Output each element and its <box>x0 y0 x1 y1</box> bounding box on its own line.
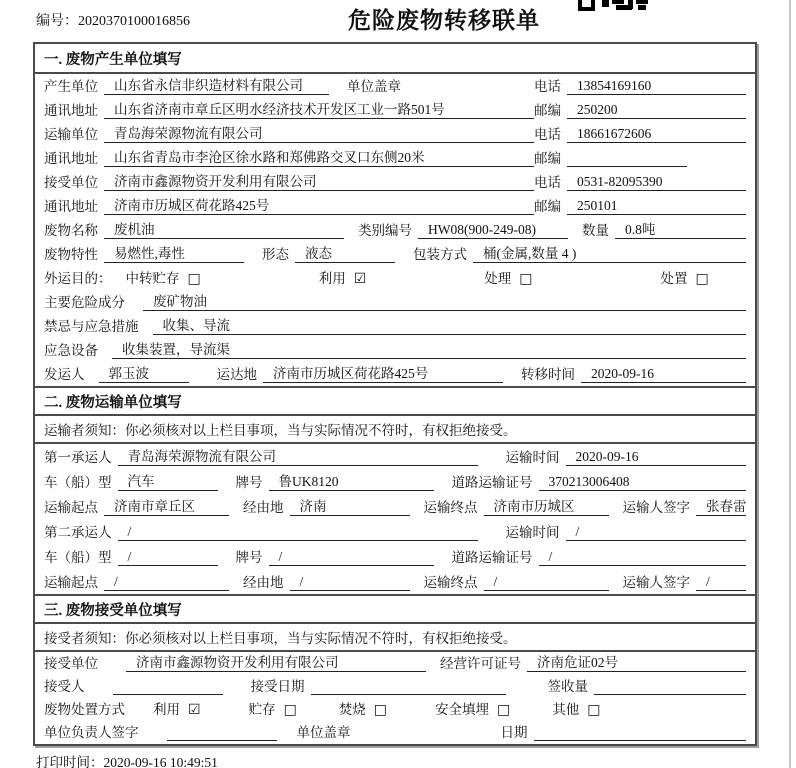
plate-label2: 牌号 <box>235 550 263 565</box>
disposal-option-landfill <box>435 698 510 718</box>
purpose-option-treat <box>484 267 532 287</box>
form-value: 液态 <box>295 242 395 263</box>
checkbox-dispose[interactable]: □ <box>695 271 709 287</box>
row-disposal-method <box>35 698 755 721</box>
disposal-option-store <box>249 698 297 718</box>
packing-label: 包装方式 <box>413 247 467 262</box>
producer-seal-label: 单位盖章 <box>347 79 401 94</box>
carrier2-origin-value: / <box>104 574 229 591</box>
checkbox-treat[interactable]: □ <box>519 271 533 287</box>
page-title: 危险废物转移联单 <box>348 8 540 33</box>
road-cert-label2: 道路运输证号 <box>451 550 533 565</box>
taboo-label: 禁忌与应急措施 <box>44 319 139 334</box>
disposal-option-utilize <box>153 698 201 718</box>
serial-label: 编号： <box>36 14 78 29</box>
qr-code-fragment <box>578 0 652 11</box>
via-label2: 经由地 <box>243 575 284 590</box>
transporter-label: 运输单位 <box>44 127 98 142</box>
receiver-value: 济南市鑫源物资开发利用有限公司 <box>104 170 534 191</box>
transfer-time-value: 2020-09-16 <box>581 366 746 383</box>
via-label: 经由地 <box>243 500 284 515</box>
row-carrier1-vehicle <box>35 469 755 494</box>
accept-unit-label: 接受单位 <box>44 656 98 671</box>
row-receiver <box>35 170 755 194</box>
leader-sign-value <box>167 724 277 741</box>
date-label: 日期 <box>500 725 528 740</box>
transporter-phone-label: 电话 <box>534 127 561 142</box>
print-time-value: 2020-09-16 10:49:51 <box>103 755 218 768</box>
row-carrier2-route <box>35 569 755 594</box>
purpose-transfer-storage-label: 中转贮存 <box>125 271 180 286</box>
section1-header: 一. 废物产生单位填写 <box>35 44 755 74</box>
disposal-option-other <box>552 698 600 718</box>
disposal-label: 废物处置方式 <box>44 702 125 717</box>
transporter-notice: 运输者须知：你必须核对以上栏目事项，当与实际情况不符时，有权拒绝接受。 <box>35 416 755 444</box>
row-receiver-address <box>35 194 755 218</box>
transporter-sign-label: 运输人签字 <box>622 500 690 515</box>
carrier2-plate-value: / <box>269 549 434 566</box>
receiver-addr-value: 济南市历城区荷花路425号 <box>104 194 534 215</box>
quantity-value: 0.8吨 <box>615 218 746 239</box>
checkbox-disposal-utilize-checked[interactable]: ☑ <box>188 702 201 718</box>
carrier1-label: 第一承运人 <box>44 450 112 465</box>
checkbox-disposal-incinerate[interactable]: □ <box>373 702 388 718</box>
origin-label: 运输起点 <box>44 500 98 515</box>
shipper-value: 郭玉波 <box>99 362 189 383</box>
producer-phone-label: 电话 <box>534 79 561 94</box>
carrier2-end-value: / <box>484 574 609 591</box>
carrier1-cert-value: 370213006408 <box>539 474 747 491</box>
producer-addr-value: 山东省济南市章丘区明水经济技术开发区工业一路501号 <box>104 98 534 119</box>
carrier1-plate-value: 鲁UK8120 <box>269 470 434 491</box>
carrier1-end-value: 济南市历城区 <box>484 495 609 516</box>
row-waste-name <box>35 218 755 242</box>
carrier2-value: / <box>118 524 478 541</box>
row-leader-sign <box>35 721 755 744</box>
transporter-phone-value: 18661672606 <box>567 126 746 143</box>
carrier2-sign-value: / <box>696 574 746 591</box>
checkbox-disposal-other[interactable]: □ <box>587 702 601 718</box>
producer-zip-value: 250200 <box>567 102 746 119</box>
print-time-label: 打印时间： <box>36 755 104 768</box>
purpose-dispose-label: 处置 <box>660 271 688 286</box>
plate-label: 牌号 <box>235 475 263 490</box>
transporter-addr-label: 通讯地址 <box>44 151 98 166</box>
category-value: HW08(900-249-08) <box>418 222 568 239</box>
carrier2-via-value: / <box>290 574 410 591</box>
transfer-time-label: 转移时间 <box>521 367 575 382</box>
section3-header: 三. 废物接受单位填写 <box>35 594 755 624</box>
transporter-zip-value <box>567 150 687 167</box>
receiver-zip-label: 邮编 <box>534 199 561 214</box>
receiver-zip-value: 250101 <box>567 198 746 215</box>
row-acceptor <box>35 675 755 698</box>
origin-label2: 运输起点 <box>44 575 98 590</box>
disposal-other-label: 其他 <box>552 702 580 717</box>
row-waste-character <box>35 242 755 266</box>
serial-value: 2020370100016856 <box>78 14 190 29</box>
license-label: 经营许可证号 <box>440 656 521 671</box>
disposal-option-incinerate <box>339 698 387 718</box>
character-label: 废物特性 <box>44 247 98 262</box>
hazard-value: 废矿物油 <box>143 290 746 311</box>
end-label: 运输终点 <box>423 500 478 515</box>
accept-date-label: 接受日期 <box>250 679 305 694</box>
destination-value: 济南市历城区荷花路425号 <box>263 362 503 383</box>
disposal-store-label: 贮存 <box>248 702 276 717</box>
purpose-label: 外运目的： <box>44 271 112 286</box>
row-transporter-address <box>35 146 755 170</box>
producer-label: 产生单位 <box>44 79 98 94</box>
accept-unit-value: 济南市鑫源物资开发利用有限公司 <box>126 651 426 672</box>
sign-qty-label: 签收量 <box>547 679 588 694</box>
carrier1-value: 青岛海荣源物流有限公司 <box>118 445 478 466</box>
row-producer-address <box>35 98 755 122</box>
producer-zip-label: 邮编 <box>534 103 561 118</box>
carrier1-sign-value: 张春雷 <box>696 495 746 516</box>
form-label: 形态 <box>262 247 289 262</box>
transporter-zip-label: 邮编 <box>534 151 561 166</box>
purpose-utilize-label: 利用 <box>318 271 346 286</box>
accept-date-value <box>311 678 506 695</box>
carrier1-time-value: 2020-09-16 <box>566 449 747 466</box>
row-taboo-measures <box>35 314 755 338</box>
checkbox-disposal-landfill[interactable]: □ <box>497 702 511 718</box>
row-producer <box>35 74 755 98</box>
row-carrier1 <box>35 444 755 469</box>
row-shipper <box>35 362 755 386</box>
row-transport-purpose <box>35 266 755 290</box>
equipment-label: 应急设备 <box>44 343 98 358</box>
vehicle-type-label: 车（船）型 <box>44 475 112 490</box>
character-value: 易燃性,毒性 <box>104 242 244 263</box>
waste-name-value: 废机油 <box>104 218 344 239</box>
hazard-label: 主要危险成分 <box>44 295 125 310</box>
destination-label: 运达地 <box>216 367 257 382</box>
carrier1-time-label: 运输时间 <box>505 450 560 465</box>
unit-seal-label: 单位盖章 <box>296 725 351 740</box>
sign-qty-value <box>594 678 746 695</box>
purpose-option-utilize <box>319 267 367 287</box>
checkbox-disposal-store[interactable]: □ <box>283 702 297 718</box>
shipper-label: 发运人 <box>44 367 85 382</box>
carrier2-time-value: / <box>566 524 747 541</box>
equipment-value: 收集装置，导流渠 <box>112 338 746 359</box>
road-cert-label: 道路运输证号 <box>451 475 533 490</box>
date-value <box>534 724 747 741</box>
transporter-addr-value: 山东省青岛市李沧区徐水路和郑佛路交叉口东侧20米 <box>104 146 534 167</box>
acceptor-label: 接受人 <box>44 679 85 694</box>
packing-value: 桶(金属,数量 4 ) <box>473 242 746 263</box>
manifest-form <box>33 42 757 746</box>
row-carrier2 <box>35 519 755 544</box>
carrier1-via-value: 济南 <box>290 495 410 516</box>
producer-value: 山东省永信非织造材料有限公司 <box>104 74 329 95</box>
carrier2-cert-value: / <box>539 549 747 566</box>
row-transporter <box>35 122 755 146</box>
receiver-addr-label: 通讯地址 <box>44 199 98 214</box>
quantity-label: 数量 <box>582 223 609 238</box>
disposal-incinerate-label: 焚烧 <box>338 702 366 717</box>
purpose-treat-label: 处理 <box>484 271 512 286</box>
print-time <box>36 751 218 768</box>
producer-addr-label: 通讯地址 <box>44 103 98 118</box>
row-carrier1-route <box>35 494 755 519</box>
acceptor-notice: 接受者须知：你必须核对以上栏目事项，当与实际情况不符时，有权拒绝接受。 <box>35 624 755 652</box>
transporter-sign-label2: 运输人签字 <box>622 575 690 590</box>
row-accept-unit <box>35 652 755 675</box>
row-carrier2-vehicle <box>35 544 755 569</box>
page-edge-line <box>789 0 791 768</box>
waste-name-label: 废物名称 <box>44 223 98 238</box>
section2-header: 二. 废物运输单位填写 <box>35 386 755 416</box>
end-label2: 运输终点 <box>423 575 478 590</box>
leader-sign-label: 单位负责人签字 <box>44 725 139 740</box>
taboo-value: 收集、导流 <box>153 314 747 335</box>
carrier2-vehicle-value: / <box>118 549 218 566</box>
carrier2-time-label: 运输时间 <box>505 525 560 540</box>
carrier1-origin-value: 济南市章丘区 <box>104 495 229 516</box>
carrier2-label: 第二承运人 <box>44 525 112 540</box>
disposal-landfill-label: 安全填埋 <box>435 702 490 717</box>
license-value: 济南危证02号 <box>527 651 746 672</box>
purpose-option-transfer-storage <box>126 267 201 287</box>
checkbox-utilize-checked[interactable]: ☑ <box>353 271 367 287</box>
disposal-utilize-label: 利用 <box>153 702 180 717</box>
row-hazard-components <box>35 290 755 314</box>
vehicle-type-label2: 车（船）型 <box>44 550 112 565</box>
producer-phone-value: 13854169160 <box>567 78 746 95</box>
acceptor-value <box>113 678 223 695</box>
receiver-phone-label: 电话 <box>534 175 561 190</box>
checkbox-transfer-storage[interactable]: □ <box>187 271 201 287</box>
receiver-label: 接受单位 <box>44 175 98 190</box>
carrier1-vehicle-value: 汽车 <box>118 470 218 491</box>
receiver-phone-value: 0531-82095390 <box>567 174 746 191</box>
category-label: 类别编号 <box>358 223 412 238</box>
purpose-option-dispose <box>661 267 709 287</box>
transporter-value: 青岛海荣源物流有限公司 <box>104 122 534 143</box>
row-emergency-equipment <box>35 338 755 362</box>
